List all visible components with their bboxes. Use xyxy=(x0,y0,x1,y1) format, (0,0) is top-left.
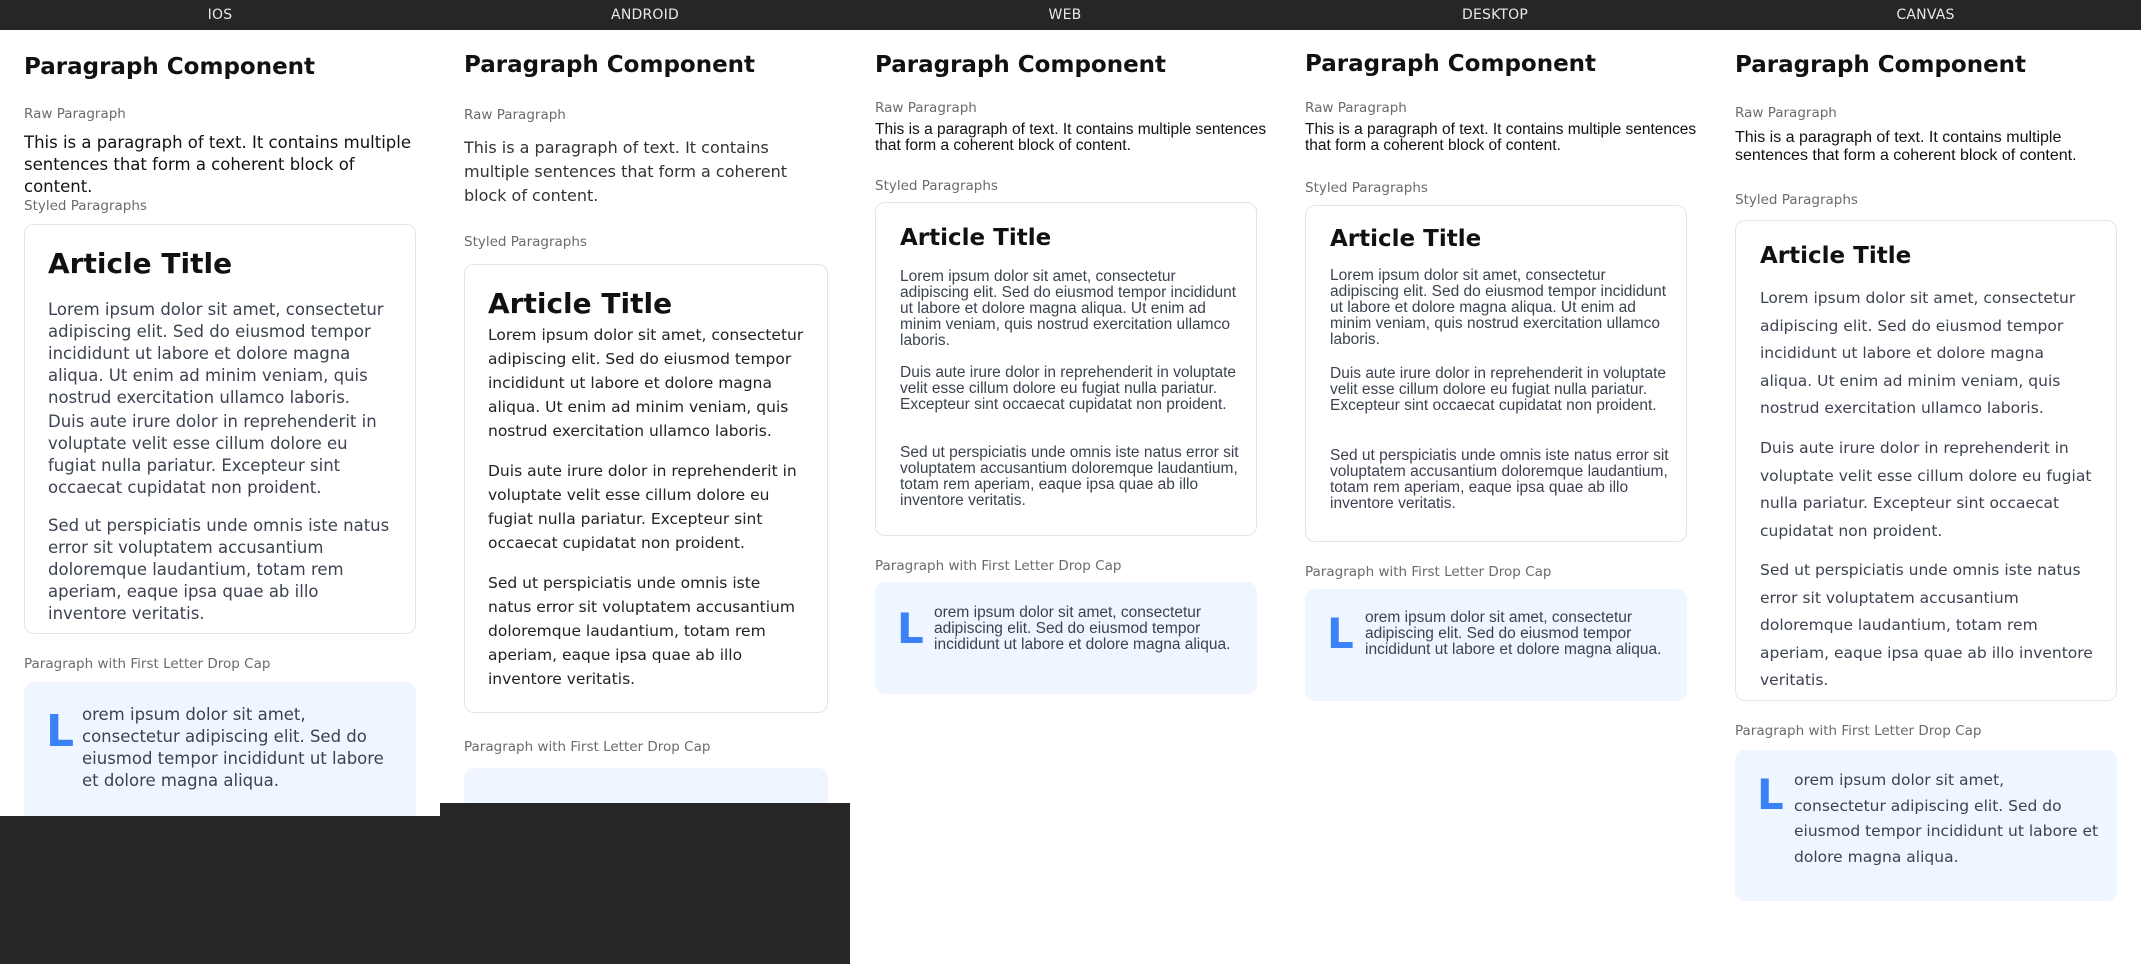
dropcap-box xyxy=(1735,750,2117,901)
page-title: Paragraph Component xyxy=(24,54,316,80)
raw-paragraph: This is a paragraph of text. It contains multiple sentences that form a coherent block of content. xyxy=(1735,129,2077,164)
article-title: Article Title xyxy=(900,225,1052,251)
dropcap-label: Paragraph with First Letter Drop Cap xyxy=(1735,723,1982,739)
dropcap-box xyxy=(464,768,828,803)
article-paragraph-1: Lorem ipsum dolor sit amet, consectetur adipiscing elit. Sed do eiusmod tempor incididunt ut labore et dolore magna aliqua. Ut enim ad minim veniam, quis nostrud exercitation ullamco laboris. xyxy=(1330,267,1667,348)
dropcap-text: orem ipsum dolor sit amet, consectetur adipiscing elit. Sed do eiusmod tempor incididunt ut labore et dolore magna aliqua. xyxy=(82,705,384,790)
raw-paragraph: This is a paragraph of text. It contains multiple sentences that form a coherent block of content. xyxy=(464,138,787,205)
article-title: Article Title xyxy=(1330,226,1482,252)
dropcap-text: orem ipsum dolor sit amet, consectetur adipiscing elit. Sed do eiusmod tempor incididunt ut labore et dolore magna aliqua. xyxy=(1794,771,2099,866)
article-paragraph-2: Duis aute irure dolor in reprehenderit in voluptate velit esse cillum dolore eu fugiat nulla pariatur. Excepteur sint occaecat cupidatat non proident. xyxy=(1330,365,1667,414)
page-title: Paragraph Component xyxy=(464,52,756,78)
styled-paragraphs-label: Styled Paragraphs xyxy=(24,198,147,214)
android-panel xyxy=(440,30,850,803)
article-paragraph-2: Duis aute irure dolor in reprehenderit in voluptate velit esse cillum dolore eu fugiat nulla pariatur. Excepteur sint occaecat cupidatat non proident. xyxy=(488,462,797,552)
page-title: Paragraph Component xyxy=(1305,51,1597,77)
styled-paragraphs-label: Styled Paragraphs xyxy=(464,234,587,250)
article-paragraph-1: Lorem ipsum dolor sit amet, consectetur adipiscing elit. Sed do eiusmod tempor incididunt ut labore et dolore magna aliqua. Ut enim ad minim veniam, quis nostrud exercitation ullamco laboris. xyxy=(1760,289,2076,417)
article-paragraph-3: Sed ut perspiciatis unde omnis iste natus error sit voluptatem accusantium doloremque laudantium, totam rem aperiam, eaque ipsa quae ab illo inventore veritatis. xyxy=(1760,561,2093,689)
article-title: Article Title xyxy=(1760,243,1912,269)
article-card xyxy=(464,264,828,713)
article-paragraph-1: Lorem ipsum dolor sit amet, consectetur adipiscing elit. Sed do eiusmod tempor incididunt ut labore et dolore magna aliqua. Ut enim ad minim veniam, quis nostrud exercitation ullamco laboris. xyxy=(900,268,1237,349)
dropcap-box xyxy=(875,582,1257,694)
desktop-panel xyxy=(1280,30,1710,964)
dropcap-label: Paragraph with First Letter Drop Cap xyxy=(24,656,271,672)
raw-paragraph: This is a paragraph of text. It contains multiple sentences that form a coherent block of content. xyxy=(875,121,1267,154)
page-title: Paragraph Component xyxy=(875,52,1167,78)
dropcap-box xyxy=(1305,589,1687,701)
dropcap-box xyxy=(24,682,416,816)
raw-paragraph-label: Raw Paragraph xyxy=(1735,105,1837,121)
article-paragraph-3: Sed ut perspiciatis unde omnis iste natus error sit voluptatem accusantium doloremque laudantium, totam rem aperiam, eaque ipsa quae ab illo inventore veritatis. xyxy=(48,516,390,623)
tab-web[interactable]: WEB xyxy=(1048,7,1082,23)
tab-canvas[interactable]: CANVAS xyxy=(1896,7,1955,23)
raw-paragraph-label: Raw Paragraph xyxy=(875,100,977,116)
tab-desktop[interactable]: DESKTOP xyxy=(1461,7,1529,23)
article-paragraph-2: Duis aute irure dolor in reprehenderit in voluptate velit esse cillum dolore eu fugiat nulla pariatur. Excepteur sint occaecat cupidatat non proident. xyxy=(1760,439,2092,540)
article-card xyxy=(24,224,416,634)
article-title: Article Title xyxy=(488,287,673,320)
raw-paragraph-label: Raw Paragraph xyxy=(1305,100,1407,116)
dropcap-label: Paragraph with First Letter Drop Cap xyxy=(1305,564,1552,580)
dropcap-text: orem ipsum dolor sit amet, consectetur adipiscing elit. Sed do eiusmod tempor incididunt ut labore et dolore magna aliqua. xyxy=(934,604,1231,653)
article-paragraph-2: Duis aute irure dolor in reprehenderit in voluptate velit esse cillum dolore eu fugiat nulla pariatur. Excepteur sint occaecat cupidatat non proident. xyxy=(48,412,377,497)
dropcap-label: Paragraph with First Letter Drop Cap xyxy=(464,739,711,755)
article-title: Article Title xyxy=(48,247,233,280)
article-card xyxy=(1735,220,2117,701)
tab-android[interactable]: ANDROID xyxy=(611,7,679,23)
article-paragraph-2: Duis aute irure dolor in reprehenderit in voluptate velit esse cillum dolore eu fugiat nulla pariatur. Excepteur sint occaecat cupidatat non proident. xyxy=(900,364,1237,413)
web-panel xyxy=(850,30,1280,964)
raw-paragraph: This is a paragraph of text. It contains multiple sentences that form a coherent block of content. xyxy=(1305,121,1697,154)
article-paragraph-3: Sed ut perspiciatis unde omnis iste natus error sit voluptatem accusantium doloremque laudantium, totam rem aperiam, eaque ipsa quae ab illo inventore veritatis. xyxy=(900,444,1239,509)
dropcap-letter: L xyxy=(1757,770,1784,819)
article-card xyxy=(875,202,1257,536)
dropcap-letter: L xyxy=(897,604,924,653)
article-paragraph-3: Sed ut perspiciatis unde omnis iste natus error sit voluptatem accusantium doloremque laudantium, totam rem aperiam, eaque ipsa quae ab illo inventore veritatis. xyxy=(488,574,795,688)
raw-paragraph-label: Raw Paragraph xyxy=(464,107,566,123)
styled-paragraphs-label: Styled Paragraphs xyxy=(1735,192,1858,208)
platform-tab-bar xyxy=(0,0,2141,30)
page-title: Paragraph Component xyxy=(1735,52,2027,78)
canvas-panel xyxy=(1710,30,2141,964)
dropcap-letter: L xyxy=(1327,609,1354,658)
dropcap-text: orem ipsum dolor sit amet, consectetur adipiscing elit. Sed do eiusmod tempor incididunt ut labore et dolore magna aliqua. xyxy=(1365,609,1662,658)
styled-paragraphs-label: Styled Paragraphs xyxy=(875,178,998,194)
ios-panel xyxy=(0,30,440,816)
tab-ios[interactable]: IOS xyxy=(207,7,233,23)
article-card xyxy=(1305,205,1687,542)
article-paragraph-3: Sed ut perspiciatis unde omnis iste natus error sit voluptatem accusantium doloremque laudantium, totam rem aperiam, eaque ipsa quae ab illo inventore veritatis. xyxy=(1330,447,1669,512)
styled-paragraphs-label: Styled Paragraphs xyxy=(1305,180,1428,196)
dropcap-letter: L xyxy=(46,706,75,757)
dropcap-label: Paragraph with First Letter Drop Cap xyxy=(875,558,1122,574)
article-paragraph-1: Lorem ipsum dolor sit amet, consectetur adipiscing elit. Sed do eiusmod tempor incididunt ut labore et dolore magna aliqua. Ut enim ad minim veniam, quis nostrud exercitation ullamco laboris. xyxy=(48,300,384,407)
article-paragraph-1: Lorem ipsum dolor sit amet, consectetur adipiscing elit. Sed do eiusmod tempor incididunt ut labore et dolore magna aliqua. Ut enim ad minim veniam, quis nostrud exercitation ullamco laboris. xyxy=(488,326,804,440)
raw-paragraph: This is a paragraph of text. It contains multiple sentences that form a coherent block of content. xyxy=(24,133,412,196)
raw-paragraph-label: Raw Paragraph xyxy=(24,106,126,122)
